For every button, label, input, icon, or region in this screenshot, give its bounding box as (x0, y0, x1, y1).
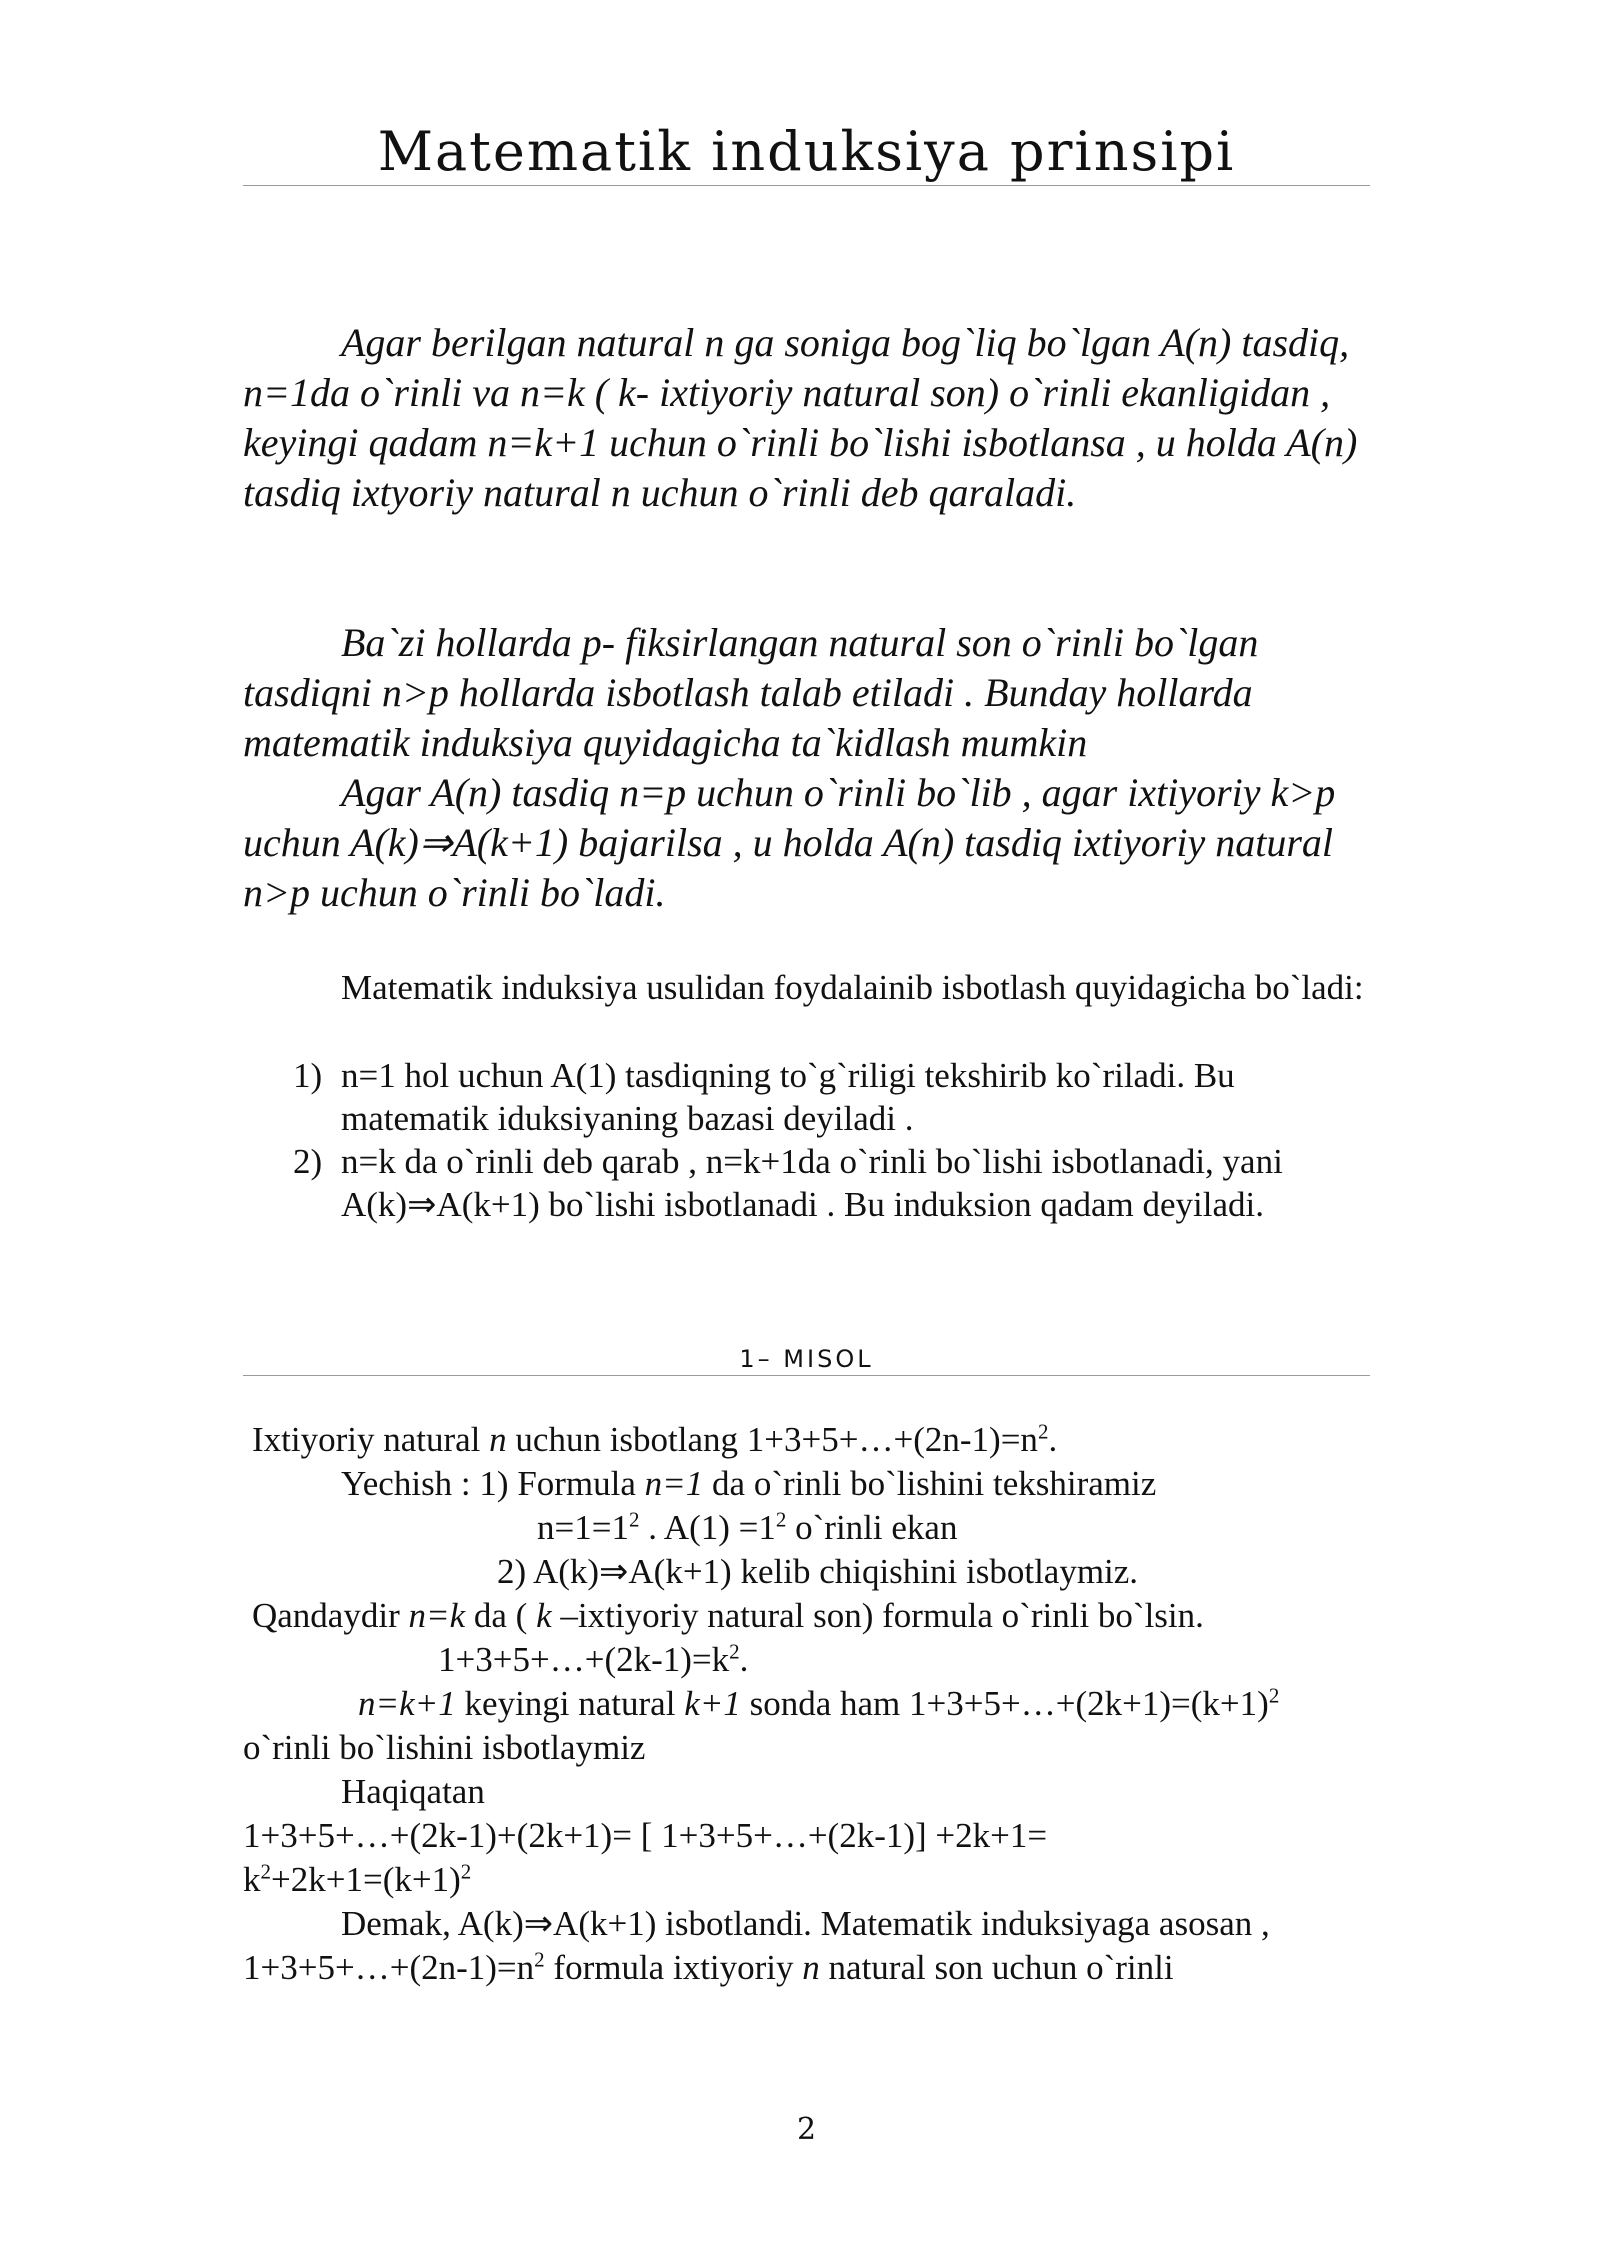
conclusion: Demak, A(k)⇒A(k+1) isbotlandi. Matematik induksiyaga asosan , (341, 1904, 1270, 1943)
proof-line-1: 1+3+5+…+(2k-1)+(2k+1)= [ 1+3+5+…+(2k-1)] +2k+1= (243, 1816, 1048, 1855)
induction-goal-continued: o`rinli bo`lishini isbotlaymiz (243, 1728, 646, 1767)
step-text: n=1 hol uchun A(1) tasdiqning to`g`riligi tekshirib ko`riladi. Bu matematik iduksiyaning bazasi deyiladi . (341, 1056, 1235, 1138)
example-caption: 1– MISOL (739, 1345, 874, 1373)
conclusion-continued: $1+3+5+\dots+(2n-1)=n^2$ formula ixtiyoriy n natural son uchun o`rinli (243, 1947, 1174, 1987)
solution-step-2: 2) A(k)⇒A(k+1) kelib chiqishini isbotlaymiz. (497, 1552, 1139, 1591)
page-title: Matematik induksiya prinsipi (377, 120, 1236, 183)
solution-step-1: Yechish : 1) Formula n=1 da o`rinli bo`lishini tekshiramiz (341, 1464, 1157, 1503)
list-item (243, 1054, 1370, 1140)
proof-line-2: $k^2+2k+1=(k+1)^2$ (243, 1859, 472, 1899)
step-number: 2) (293, 1142, 323, 1181)
list-item (243, 1140, 1370, 1226)
hypothesis-formula: $1+3+5+\dots+(2k-1)=k^2$. (438, 1639, 749, 1679)
induction-goal: n=k+1 keyingi natural k+1 sonda ham $1+3+5+\dots+(2k+1)=(k+1)^2$ (358, 1683, 1280, 1723)
base-case-check: $n=1=1^2$ . $A(1) =1^2$ o`rinli ekan (537, 1507, 958, 1547)
generalized-principle-paragraph: Agar A(n) tasdiq n=p uchun o`rinli bo`lib , agar ixtiyoriy k>p uchun A(k)⇒A(k+1) bajarilsa , u holda A(n) tasdiq ixtiyoriy natural n>p uchun o`rinli bo`ladi. (243, 770, 1336, 915)
title-divider (243, 185, 1370, 186)
method-steps (243, 1054, 1370, 1226)
step-number: 1) (293, 1056, 323, 1095)
definition-paragraph: Agar berilgan natural n ga soniga bog`liq bo`lgan A(n) tasdiq, n=1da o`rinli va n=k ( k- ixtiyoriy natural son) o`rinli ekanligidan , keyingi qadam n=k+1 uchun o`rinli bo`lishi isbotlansa , u holda A(n) tasdiq ixtyoriy natural n uchun o`rinli deb qaraladi. (243, 320, 1358, 515)
proof-start: Haqiqatan (341, 1772, 485, 1811)
method-intro: Matematik induksiya usulidan foydalainib isbotlash quyidagicha bo`ladi: (341, 968, 1364, 1007)
induction-hypothesis: Qandaydir n=k da ( k –ixtiyoriy natural son) formula o`rinli bo`lsin. (252, 1596, 1204, 1635)
example-statement: Ixtiyoriy natural n uchun isbotlang $1+3+5+\dots+(2n-1)=n^2$. (252, 1419, 1058, 1459)
example-divider (243, 1375, 1370, 1376)
page-number: 2 (796, 2112, 817, 2147)
step-text: n=k da o`rinli deb qarab , n=k+1da o`rinli bo`lishi isbotlanadi, yani A(k)⇒A(k+1) bo`lishi isbotlanadi . Bu induksion qadam deyiladi. (341, 1142, 1283, 1224)
fixed-p-paragraph: Ba`zi hollarda p- fiksirlangan natural son o`rinli bo`lgan tasdiqni n>p hollarda isbotlash talab etiladi . Bunday hollarda matematik induksiya quyidagicha ta`kidlash mumkin (243, 620, 1259, 765)
